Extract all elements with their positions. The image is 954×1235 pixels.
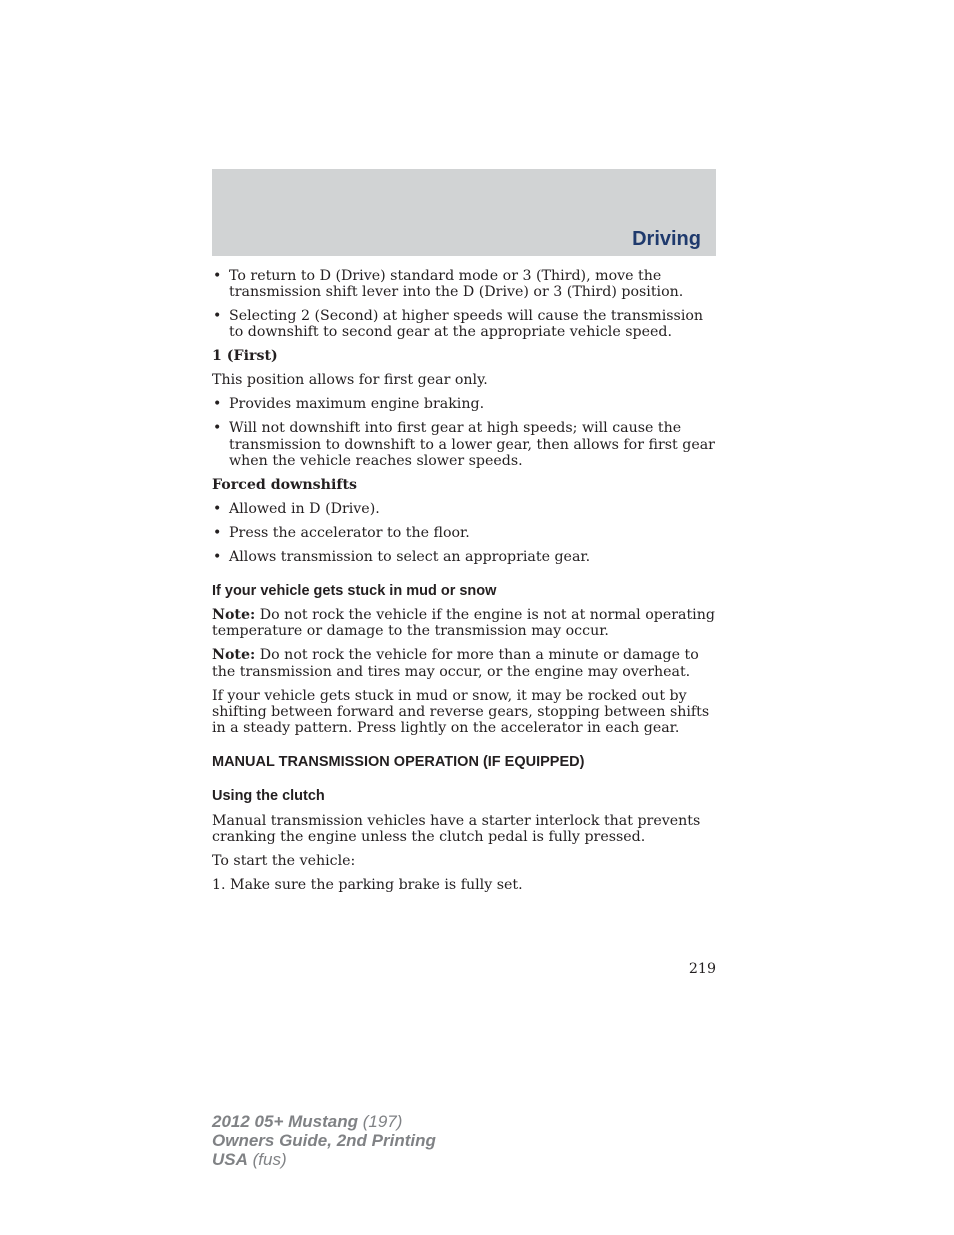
first-gear-intro: This position allows for first gear only. bbox=[212, 372, 488, 389]
page-number: 219 bbox=[688, 961, 716, 977]
footer-line-2: Owners Guide, 2nd Printing bbox=[212, 1131, 436, 1150]
bullet-icon: • bbox=[213, 548, 222, 565]
bullet-icon: • bbox=[213, 268, 222, 284]
note-label: Note: bbox=[212, 647, 256, 664]
using-clutch-heading: Using the clutch bbox=[212, 788, 325, 805]
page-content bbox=[212, 268, 716, 901]
bullet-icon: • bbox=[213, 500, 222, 517]
manual-transmission-heading: MANUAL TRANSMISSION OPERATION (IF EQUIPPED) bbox=[212, 754, 585, 771]
note-paragraph: Note: Do not rock the vehicle if the engine is not at normal operating temperature or damage to the transmission may occur. bbox=[212, 607, 715, 640]
list-item: • Allows transmission to select an appropriate gear. bbox=[213, 548, 591, 565]
bullet-icon: • bbox=[213, 420, 222, 437]
list-item: • Will not downshift into first gear at high speeds; will cause the transmission to downshift to a lower gear, then allows for first gear when the vehicle reaches slower speeds. bbox=[213, 420, 715, 469]
step-1: 1. Make sure the parking brake is fully set. bbox=[212, 876, 523, 893]
stuck-heading: If your vehicle gets stuck in mud or snow bbox=[212, 583, 497, 600]
start-intro: To start the vehicle: bbox=[212, 852, 356, 869]
list-item: • Selecting 2 (Second) at higher speeds will cause the transmission to downshift to second gear at the appropriate vehicle speed. bbox=[213, 308, 704, 341]
note-label: Note: bbox=[212, 607, 256, 624]
footer-line-3: USA (fus) bbox=[212, 1150, 287, 1169]
stuck-body: If your vehicle gets stuck in mud or snow, it may be rocked out by shifting between forward and reverse gears, stopping between shifts in a steady pattern. Press lightly on the accelerator in each gear. bbox=[212, 687, 710, 737]
list-item: • Allowed in D (Drive). bbox=[213, 500, 380, 517]
footer-line-1: 2012 05+ Mustang (197) bbox=[212, 1112, 403, 1131]
list-item: • Provides maximum engine braking. bbox=[213, 396, 485, 413]
header-band bbox=[212, 169, 716, 256]
bullet-icon: • bbox=[213, 524, 222, 541]
list-item: • To return to D (Drive) standard mode or 3 (Third), move the transmission shift lever into the D (Drive) or 3 (Third) position. bbox=[213, 268, 684, 301]
bullet-icon: • bbox=[213, 396, 222, 413]
footer bbox=[212, 1112, 436, 1169]
section-title: Driving bbox=[632, 228, 701, 250]
first-gear-heading: 1 (First) bbox=[212, 348, 278, 365]
list-item: • Press the accelerator to the floor. bbox=[213, 524, 470, 541]
bullet-icon: • bbox=[213, 308, 222, 325]
note-paragraph: Note: Do not rock the vehicle for more than a minute or damage to the transmission and tires may occur, or the engine may overheat. bbox=[212, 647, 699, 680]
forced-downshifts-heading: Forced downshifts bbox=[212, 476, 358, 493]
clutch-body: Manual transmission vehicles have a starter interlock that prevents cranking the engine unless the clutch pedal is fully pressed. bbox=[212, 812, 701, 845]
